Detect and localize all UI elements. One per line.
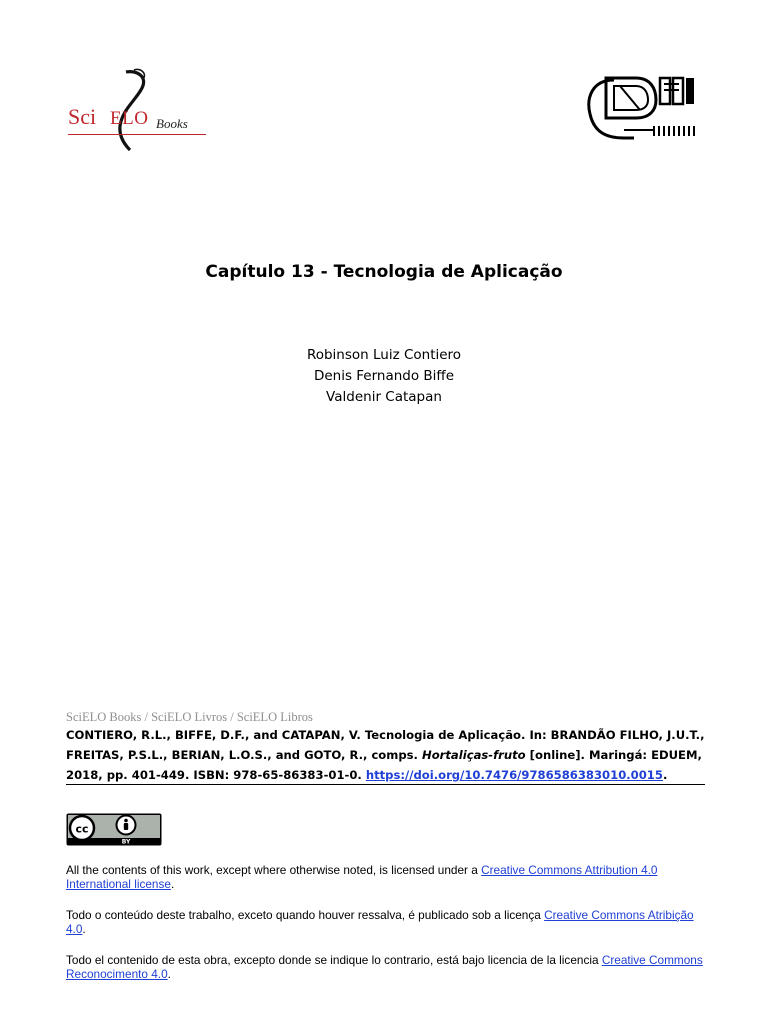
citation-text: [online]. Maringá: EDUEM, 2018, pp. 401-449. ISBN: 978-65-86383-01-0. bbox=[66, 748, 702, 782]
source-line: SciELO Books / SciELO Livros / SciELO Libros bbox=[66, 710, 313, 724]
author-name: Denis Fernando Biffe bbox=[313, 368, 455, 384]
citation bbox=[66, 725, 706, 785]
license-spanish bbox=[66, 953, 706, 981]
logo-sci-text: Sci bbox=[68, 104, 97, 129]
license-english bbox=[66, 863, 706, 891]
license-portuguese bbox=[66, 908, 706, 936]
license-end: . bbox=[167, 967, 171, 981]
logo-elo-text: ELO bbox=[110, 108, 149, 129]
license-link[interactable]: Creative Commons Reconocimento 4.0 bbox=[66, 953, 703, 981]
cc-by-license-badge[interactable] bbox=[66, 813, 162, 846]
citation-text: CONTIERO, R.L., BIFFE, D.F., and CATAPAN, V. Tecnologia de Aplicação. In: BRANDÃO FILHO, J.U.T., FREITAS, P.S.L., BERIAN, L.O.S., and GOTO, R., comps. bbox=[66, 728, 705, 762]
scielo-books-logo bbox=[64, 66, 210, 154]
author-list bbox=[0, 345, 768, 408]
license-link[interactable]: Creative Commons Atribição 4.0 bbox=[66, 908, 694, 936]
cc-icon-text: cc bbox=[75, 822, 89, 836]
license-end: . bbox=[82, 922, 86, 936]
chapter-title: Capítulo 13 - Tecnologia de Aplicação bbox=[205, 262, 563, 282]
doi-link[interactable]: https://doi.org/10.7476/9786586383010.0015 bbox=[365, 768, 663, 782]
license-end: . bbox=[170, 877, 175, 891]
logo-books-text: Books bbox=[156, 116, 188, 131]
logo-underline bbox=[68, 134, 206, 135]
citation-end: . bbox=[662, 768, 668, 782]
by-label: BY bbox=[121, 838, 131, 846]
author-name: Valdenir Catapan bbox=[326, 389, 442, 405]
license-text: Todo o conteúdo deste trabalho, exceto quando houver ressalva, é publicado sob a licença bbox=[66, 908, 545, 922]
author-name: Robinson Luiz Contiero bbox=[306, 347, 462, 363]
license-text: All the contents of this work, except where otherwise noted, is licensed under a bbox=[66, 863, 482, 877]
divider bbox=[66, 784, 705, 785]
license-text: Todo el contenido de esta obra, excepto donde se indique lo contrario, está bajo licencia de la licencia bbox=[66, 953, 602, 967]
eduem-publisher-logo bbox=[584, 74, 700, 144]
citation-book-title: Hortaliças-fruto bbox=[422, 748, 526, 762]
license-link[interactable]: Creative Commons Attribution 4.0 International license bbox=[66, 863, 658, 891]
